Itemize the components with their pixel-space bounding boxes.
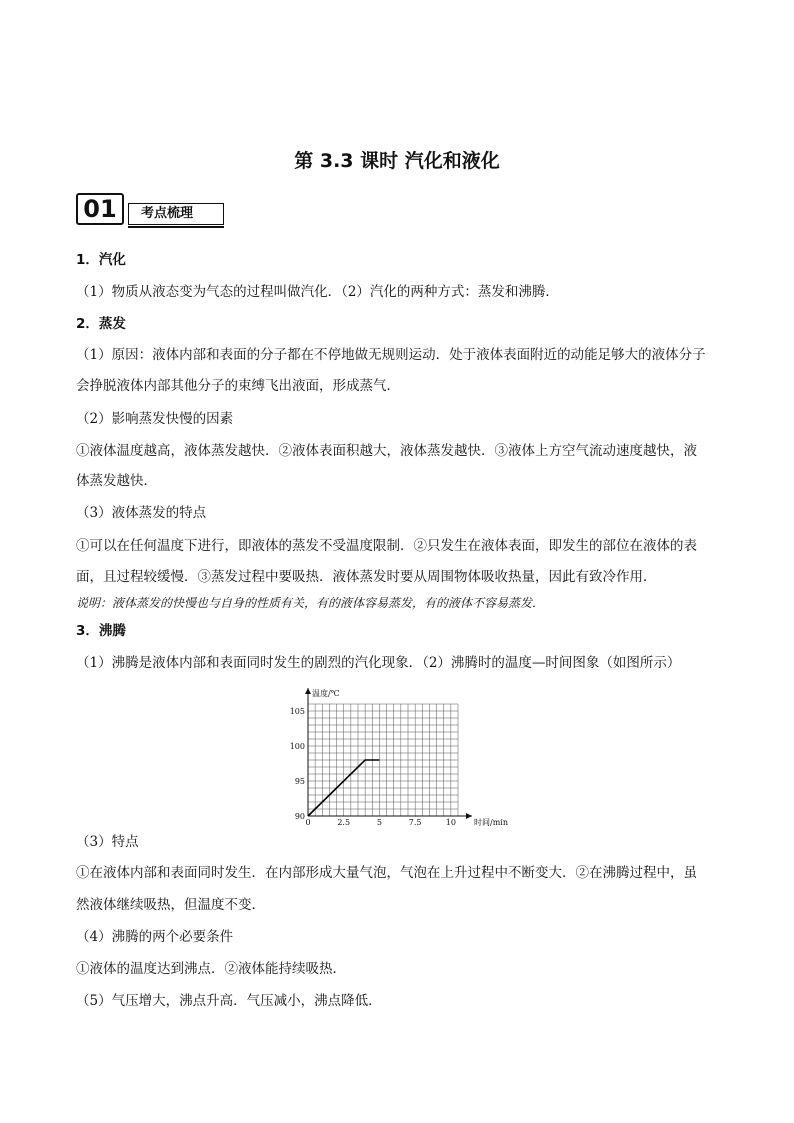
heading-evaporation: 2．蒸发 [76,316,126,332]
x-tick-label: 10 [445,818,456,827]
boiling-temperature-chart [278,676,518,836]
paragraph-line: （4）沸腾的两个必要条件 [76,929,234,945]
paragraph-line: （5）气压增大，沸点升高．气压减小，沸点降低． [76,993,382,1009]
section-badge [76,193,226,229]
paragraph-line: ①可以在任何温度下进行，即液体的蒸发不受温度限制．②只发生在液体表面，即发生的部位在液体的表 [76,538,697,554]
paragraph-line: （1）沸腾是液体内部和表面同时发生的剧烈的汽化现象．（2）沸腾时的温度—时间图象（如图所示） [76,655,681,671]
section-label: 考点梳理 [128,203,224,225]
x-tick-label: 7.5 [408,818,422,827]
paragraph-line: （3）特点 [76,834,139,850]
y-axis-arrow [305,688,311,694]
x-tick-label: 0 [305,818,311,827]
paragraph-line: （2）影响蒸发快慢的因素 [76,411,234,427]
page-title: 第 3.3 课时 汽化和液化 [294,150,500,172]
heading-vaporization: 1．汽化 [76,252,126,268]
note-line: 说明：液体蒸发的快慢也与自身的性质有关，有的液体容易蒸发，有的液体不容易蒸发． [76,596,545,610]
paragraph-line: （1）原因：液体内部和表面的分子都在不停地做无规则运动．处于液体表面附近的动能足够大的液体分子 [76,347,706,363]
y-tick-label: 105 [289,707,305,716]
x-axis-arrow [466,813,472,819]
section-underline [128,226,224,228]
section-number: 01 [76,193,124,225]
paragraph-line: 然液体继续吸热，但温度不变． [76,897,265,913]
paragraph-line: ①在液体内部和表面同时发生．在内部形成大量气泡，气泡在上升过程中不断变大．②在沸腾过程中，虽 [76,865,697,881]
paragraph-line: （1）物质从液态变为气态的过程叫做汽化．（2）汽化的两种方式：蒸发和沸腾． [76,284,559,300]
x-tick-label: 5 [376,818,382,827]
paragraph-line: 面，且过程较缓慢．③蒸发过程中要吸热．液体蒸发时要从周围物体吸收热量，因此有致冷作用． [76,569,657,585]
paragraph-line: 会挣脱液体内部其他分子的束缚飞出液面，形成蒸气． [76,378,400,394]
paragraph-line: ①液体的温度达到沸点．②液体能持续吸热． [76,961,346,977]
paragraph-line: （3）液体蒸发的特点 [76,505,207,521]
paragraph-line: 体蒸发越快． [76,473,157,489]
paragraph-line: ①液体温度越高，液体蒸发越快．②液体表面积越大，液体蒸发越快．③液体上方空气流动速度越快，液 [76,443,697,459]
y-axis-label: 温度/℃ [312,689,340,698]
heading-boiling: 3．沸腾 [76,623,126,639]
x-axis-label: 时间/min [474,818,508,827]
y-tick-label: 100 [289,742,305,751]
y-tick-label: 90 [294,812,305,821]
x-tick-label: 2.5 [337,818,351,827]
y-tick-label: 95 [294,777,305,786]
